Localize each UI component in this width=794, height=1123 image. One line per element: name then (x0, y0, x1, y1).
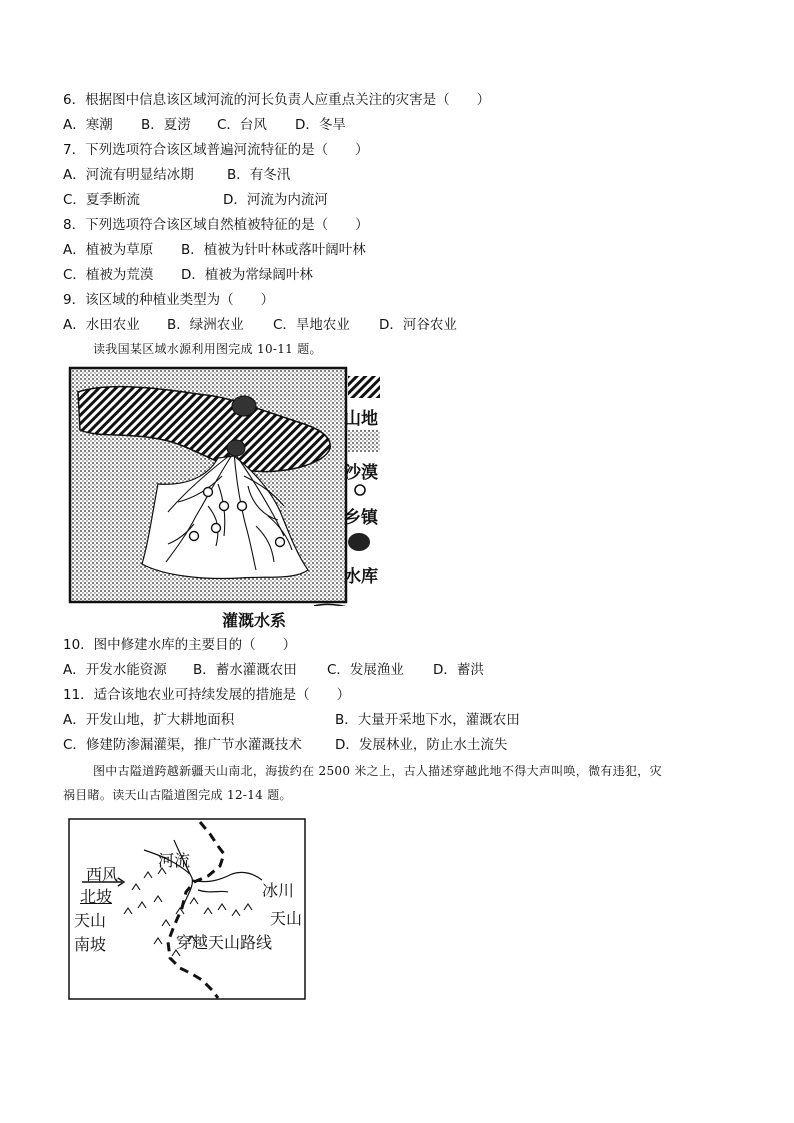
westerly-label: 西风 (86, 865, 119, 884)
legend-desert-label: 沙漠 (344, 463, 378, 483)
option-b: B．绿洲农业 (167, 317, 244, 333)
question-8-stem: 8．下列选项符合该区域自然植被特征的是（ ） (63, 217, 369, 233)
question-6-options (63, 116, 683, 134)
option-d: D．河谷农业 (379, 317, 457, 333)
option-b: B．大量开采地下水，灌溉农田 (335, 712, 520, 728)
caption-pointer (314, 604, 360, 606)
question-10-stem: 10．图中修建水库的主要目的（ ） (63, 637, 297, 653)
question-10-options (63, 661, 683, 679)
river-label: 河流 (158, 851, 191, 870)
option-a: A．寒潮 (63, 117, 113, 133)
option-a: A．水田农业 (63, 317, 140, 333)
question-9-options (63, 316, 683, 334)
legend-reservoir-swatch (348, 533, 370, 551)
legend-mountain-label: 山地 (344, 409, 378, 429)
question-11-options-row1 (63, 711, 683, 729)
option-c: C．台风 (217, 117, 267, 133)
legend-mountain-swatch (348, 376, 380, 398)
map1-caption: 灌溉水系 (222, 611, 287, 630)
option-c: C．修建防渗漏灌渠，推广节水灌溉技术 (63, 737, 302, 753)
option-c: C．植被为荒漠 (63, 267, 154, 283)
north-slope-label: 北坡 (80, 887, 113, 906)
south-slope-label: 南坡 (74, 935, 107, 954)
option-c: C．发展渔业 (327, 662, 404, 678)
map2-intro-line1: 图中古隘道跨越新疆天山南北，海拔约在 2500 米之上，古人描述穿越此地不得大声叫唤，微有违犯，灾 (93, 764, 662, 778)
option-a: A．河流有明显结冰期 (63, 167, 194, 183)
option-d: D．发展林业，防止水土流失 (335, 737, 508, 753)
reservoir-upper (232, 396, 256, 416)
option-b: B．有冬汛 (227, 167, 291, 183)
question-7-options-row1 (63, 166, 683, 184)
legend-town-swatch (355, 485, 365, 495)
question-11-options-row2 (63, 736, 683, 754)
tianshan-left-label: 天山 (74, 911, 107, 930)
question-8-options-row1 (63, 241, 683, 259)
option-a: A．植被为草原 (63, 242, 154, 258)
option-a: A．开发水能资源 (63, 662, 167, 678)
question-8-options-row2 (63, 266, 683, 284)
option-c: C．夏季断流 (63, 192, 140, 208)
legend-town-label: 乡镇 (344, 508, 378, 528)
question-7-options-row2 (63, 191, 683, 209)
option-d: D．河流为内流河 (223, 192, 328, 208)
option-a: A．开发山地，扩大耕地面积 (63, 712, 235, 728)
question-9-stem: 9．该区域的种植业类型为（ ） (63, 292, 275, 308)
option-c: C．旱地农业 (273, 317, 350, 333)
map1-intro: 读我国某区域水源利用图完成 10-11 题。 (93, 342, 322, 356)
legend-reservoir-label: 水库 (344, 567, 378, 587)
option-b: B．夏涝 (141, 117, 191, 133)
legend-desert-swatch (348, 430, 380, 452)
option-b: B．蓄水灌溉农田 (193, 662, 297, 678)
crossing-route-label: 穿越天山路线 (176, 933, 273, 952)
option-d: D．植被为常绿阔叶林 (181, 267, 313, 283)
reservoir-lower (227, 440, 245, 456)
map2-intro-line2: 祸目睹。读天山古隘道图完成 12-14 题。 (63, 788, 292, 802)
option-d: D．冬旱 (295, 117, 346, 133)
option-b: B．植被为针叶林或落叶阔叶林 (181, 242, 366, 258)
question-6-stem: 6．根据图中信息该区域河流的河长负责人应重点关注的灾害是（ ） (63, 92, 491, 108)
option-d: D．蓄洪 (433, 662, 484, 678)
question-7-stem: 7．下列选项符合该区域普遍河流特征的是（ ） (63, 142, 369, 158)
tianshan-right-label: 天山 (270, 909, 303, 928)
question-11-stem: 11．适合该地农业可持续发展的措施是（ ） (63, 687, 351, 703)
glacier-label: 冰川 (262, 881, 295, 900)
